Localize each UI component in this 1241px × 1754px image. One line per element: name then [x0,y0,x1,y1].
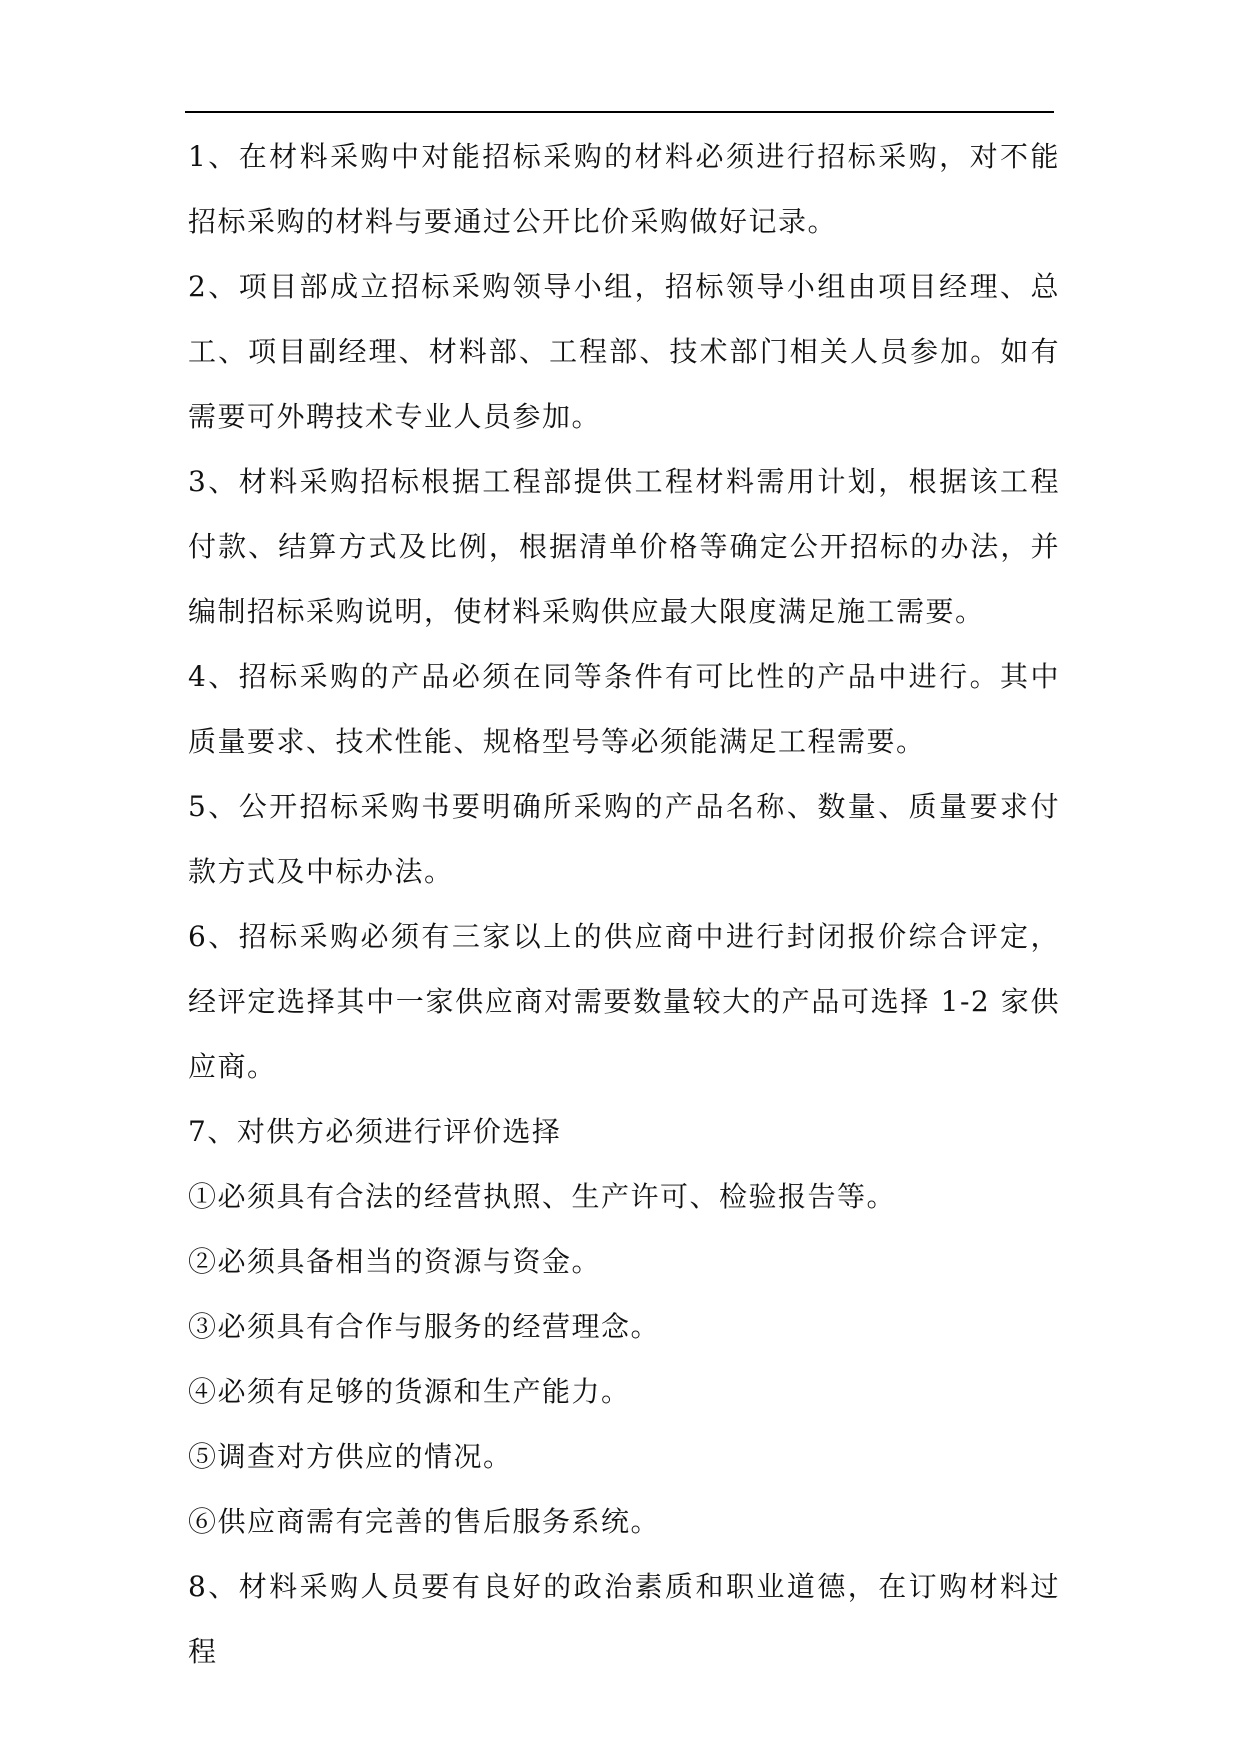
paragraph-5: 5、公开招标采购书要明确所采购的产品名称、数量、质量要求付款方式及中标办法。 [188,790,1060,888]
paragraph-6: 6、招标采购必须有三家以上的供应商中进行封闭报价综合评定，经评定选择其中一家供应商对需要数量较大的产品可选择 1-2 家供应商。 [188,920,1060,1083]
list-item-3: ③必须具有合作与服务的经营理念。 [188,1310,661,1343]
document-body [188,124,1060,1684]
paragraph-2: 2、项目部成立招标采购领导小组，招标领导小组由项目经理、总工、项目副经理、材料部、工程部、技术部门相关人员参加。如有需要可外聘技术专业人员参加。 [188,270,1060,433]
paragraph-7: 7、对供方必须进行评价选择 [188,1115,562,1148]
list-item-2: ②必须具备相当的资源与资金。 [188,1245,602,1278]
paragraph-4: 4、招标采购的产品必须在同等条件有可比性的产品中进行。其中质量要求、技术性能、规格型号等必须能满足工程需要。 [188,660,1060,758]
list-item-1: ①必须具有合法的经营执照、生产许可、检验报告等。 [188,1180,897,1213]
header-rule [185,111,1054,113]
paragraph-8: 8、材料采购人员要有良好的政治素质和职业道德，在订购材料过程 [188,1570,1060,1668]
list-item-4: ④必须有足够的货源和生产能力。 [188,1375,631,1408]
list-item-5: ⑤调查对方供应的情况。 [188,1440,513,1473]
paragraph-1: 1、在材料采购中对能招标采购的材料必须进行招标采购，对不能招标采购的材料与要通过公开比价采购做好记录。 [188,140,1060,238]
paragraph-3: 3、材料采购招标根据工程部提供工程材料需用计划，根据该工程付款、结算方式及比例，根据清单价格等确定公开招标的办法，并编制招标采购说明，使材料采购供应最大限度满足施工需要。 [188,465,1060,628]
list-item-6: ⑥供应商需有完善的售后服务系统。 [188,1505,661,1538]
